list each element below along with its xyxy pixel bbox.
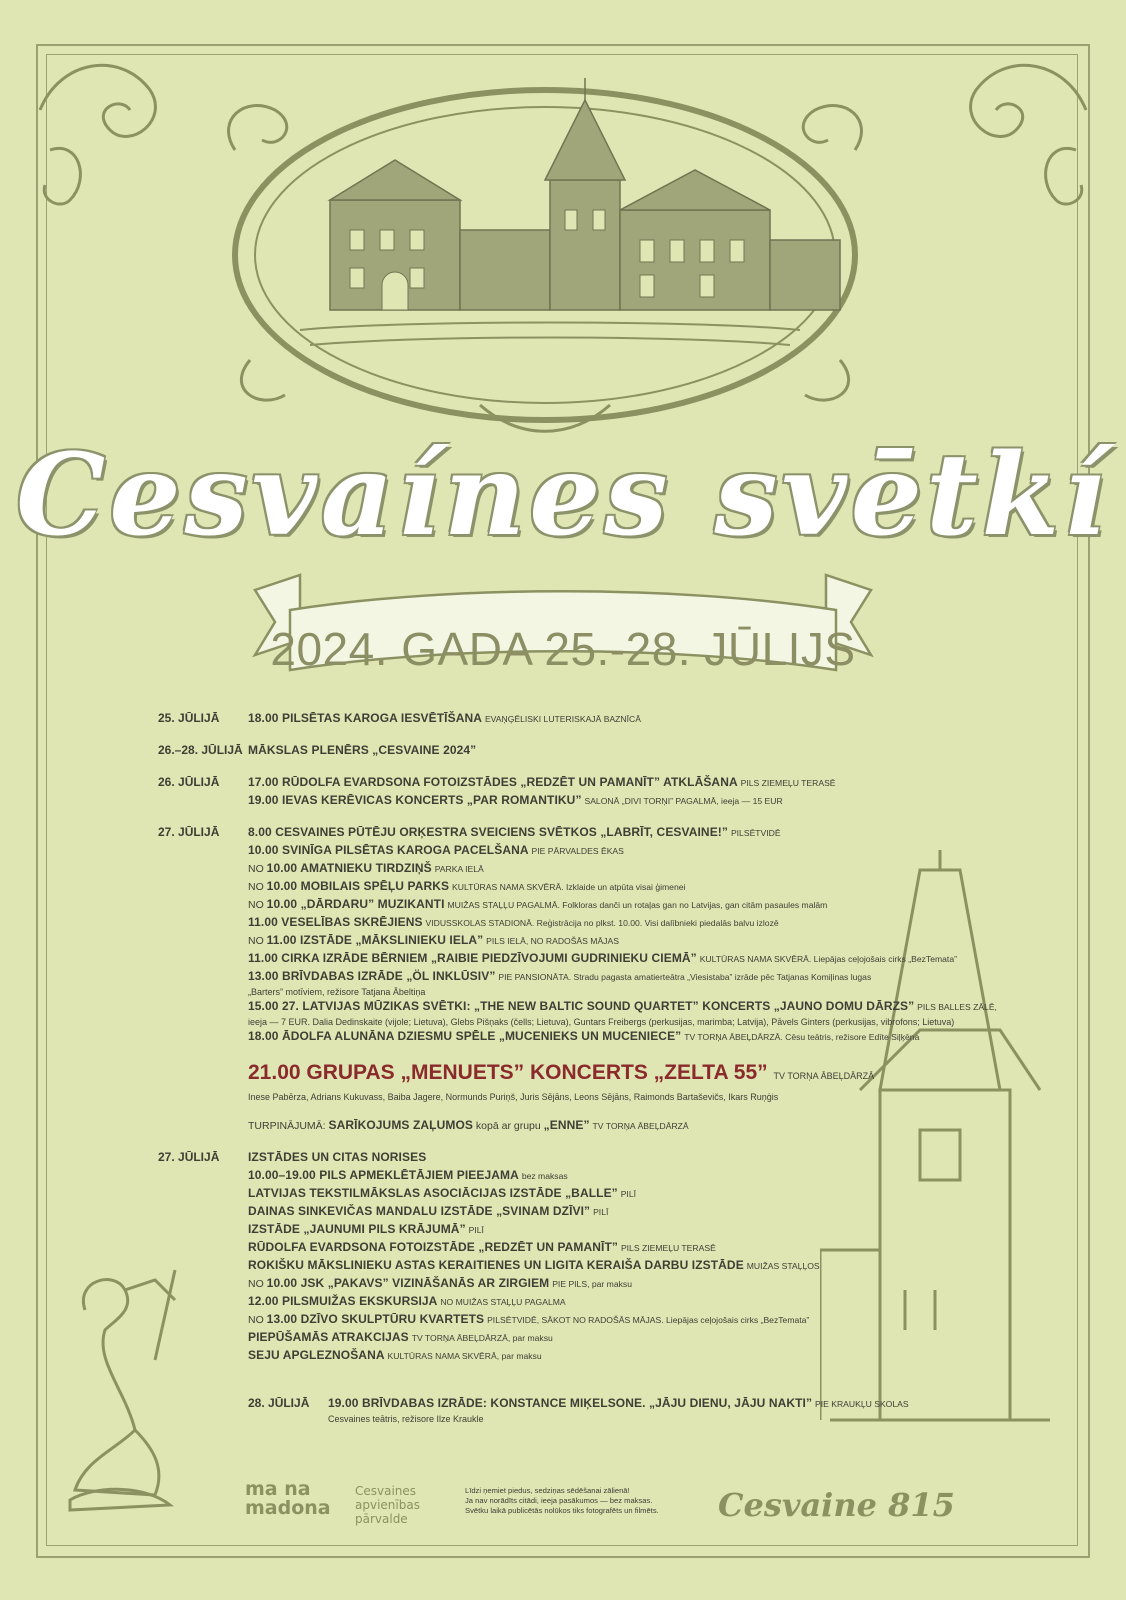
event-title: 18.00 PILSĒTAS KAROGA IESVĒTĪŠANA <box>248 711 483 725</box>
page-title: Cesvaínes svētkí <box>16 430 1110 561</box>
event-prefix: NO <box>248 863 267 875</box>
event-day <box>158 742 948 760</box>
event-line <box>248 950 997 968</box>
exhibition-line <box>248 1221 948 1239</box>
event-line <box>248 998 997 1016</box>
continuation-place: TV TORŅA ĀBEĻDĀRZĀ <box>592 1121 689 1131</box>
event-line <box>328 1395 948 1413</box>
exhibition-line <box>248 1293 948 1311</box>
exhibition-line <box>248 1203 948 1221</box>
event-details: „Barters” motīviem, režisore Tatjana Ābeltiņa <box>248 987 426 997</box>
continuation-prefix: TURPINĀJUMĀ: <box>248 1120 329 1132</box>
exhibition-place: PILĪ <box>593 1207 609 1217</box>
exhibition-title: LATVIJAS TEKSTILMĀKSLAS ASOCIĀCIJAS IZSTĀDE „BALLE” <box>248 1186 618 1200</box>
admin-line: Cesvaines <box>355 1484 417 1498</box>
exhibition-title: 13.00 DZĪVO SKULPTŪRU KVARTETS <box>266 1312 485 1326</box>
event-place: KULTŪRAS NAMA SKVĒRĀ. Liepājas ceļojošais cirks „BezTemata” <box>699 954 957 964</box>
event-date: 27. JŪLIJĀ <box>158 825 220 839</box>
event-day <box>248 1395 948 1425</box>
logo-bottom: madona <box>245 1497 331 1519</box>
continuation-title: SARĪKOJUMS ZAĻUMOS <box>328 1118 473 1132</box>
event-line <box>248 824 997 842</box>
continuation-line <box>248 1117 997 1135</box>
event-date: 26. JŪLIJĀ <box>158 775 220 789</box>
event-title: 11.00 IZSTĀDE „MĀKSLINIEKU IELA” <box>266 933 484 947</box>
event-day <box>158 710 948 728</box>
event-place: PILSĒTVIDĒ <box>730 828 781 838</box>
logo-top: ma na <box>245 1478 311 1500</box>
event-place: PILS IELĀ, NO RADOŠĀS MĀJAS <box>486 936 619 946</box>
event-place: PILS ZIEMEĻU TERASĒ <box>740 778 836 788</box>
exhibition-title: 10.00 JSK „PAKAVS” VIZINĀŠANĀS AR ZIRGIEM <box>266 1276 550 1290</box>
exhibition-prefix: NO <box>248 1314 267 1326</box>
event-place: TV TORŅA ĀBEĻDĀRZĀ. Cēsu teātris, režisore Edīte Siļķēna <box>684 1032 920 1042</box>
event-line <box>248 968 997 986</box>
exhibition-title: 10.00–19.00 PILS APMEKLĒTĀJIEM PIEEJAMA <box>248 1168 519 1182</box>
exhibition-title: IZSTĀDES UN CITAS NORISES <box>248 1150 427 1164</box>
exhibition-line <box>248 1167 948 1185</box>
event-title: 17.00 RŪDOLFA EVARDSONA FOTOIZSTĀDES „REDZĒT UN PAMANĪT” ATKLĀŠANA <box>248 775 738 789</box>
event-place: PILS BALLES ZĀLĒ, <box>917 1002 997 1012</box>
note-line: Ja nav norādīts citādi, ieeja pasākumos — bez maksas. <box>465 1496 653 1505</box>
exhibition-title: 12.00 PILSMUIŽAS EKSKURSIJA <box>248 1294 438 1308</box>
event-title: 19.00 IEVAS KERĒVICAS KONCERTS „PAR ROMANTIKU” <box>248 793 582 807</box>
event-place: PIE PANSIONĀTA. Stradu pagasta amatierteātra „Viesistaba” izrāde pēc Tatjanas Komiļinas lugas <box>498 972 872 982</box>
exhibition-title: SEJU APGLEZNOŠANA <box>248 1348 385 1362</box>
event-date: 25. JŪLIJĀ <box>158 711 220 725</box>
program-schedule <box>158 710 997 1425</box>
event-place: SALONĀ „DIVI TORŅI” PAGALMĀ, ieeja — 15 EUR <box>584 796 783 806</box>
event-line <box>248 878 997 896</box>
event-place: EVAŅĢĒLISKI LUTERISKAJĀ BAZNĪCĀ <box>484 714 641 724</box>
exhibition-place: PILĪ <box>620 1189 636 1199</box>
date-banner: 2024. GADA 25.-28. JŪLIJS <box>270 623 856 675</box>
event-title: 19.00 BRĪVDABAS IZRĀDE: KONSTANCE MIĶELSONE. „JĀJU DIENU, JĀJU NAKTI” <box>328 1396 813 1410</box>
exhibition-line <box>248 1311 948 1329</box>
event-line <box>248 932 997 950</box>
continuation-band: „ENNE” <box>543 1118 590 1132</box>
exhibition-line <box>248 1239 948 1257</box>
event-line <box>248 710 948 728</box>
exhibition-place: PIE PILS, par maksu <box>552 1279 632 1289</box>
exhibition-prefix: NO <box>248 1278 267 1290</box>
note-line: Svētku laikā publicētās nolūkos tiks fotografēts un filmēts. <box>465 1506 659 1515</box>
admin-line: apvienības <box>355 1498 420 1512</box>
exhibitions-day <box>158 1149 948 1365</box>
event-line <box>248 914 997 932</box>
event-line <box>248 842 997 860</box>
exhibition-line <box>248 1347 948 1365</box>
event-title: 8.00 CESVAINES PŪTĒJU ORĶESTRA SVEICIENS SVĒTKOS „LABRĪT, CESVAINE!” <box>248 825 729 839</box>
event-title: MĀKSLAS PLENĒRS „CESVAINE 2024” <box>248 743 477 757</box>
exhibition-place: PILSĒTVIDĒ, SĀKOT NO RADOŠĀS MĀJAS. Liepājas ceļojošais cirks „BezTemata” <box>487 1315 810 1325</box>
event-title: 11.00 VESELĪBAS SKRĒJIENS <box>248 915 423 929</box>
event-place: PARKA IELĀ <box>434 864 484 874</box>
exhibition-place: PILS ZIEMEĻU TERASĒ <box>620 1243 716 1253</box>
exhibition-place: TV TORŅA ĀBEĻDĀRZĀ, par maksu <box>411 1333 553 1343</box>
exhibition-place: NO MUIŽAS STAĻĻU PAGALMA <box>440 1297 566 1307</box>
event-title: 10.00 „DĀRDARU” MUZIKANTI <box>266 897 445 911</box>
event-line <box>248 742 948 760</box>
exhibition-line <box>248 1275 948 1293</box>
administration-label <box>355 1484 420 1526</box>
event-date: 28. JŪLIJĀ <box>248 1396 310 1410</box>
event-prefix: NO <box>248 881 267 893</box>
event-line <box>248 860 997 878</box>
note-line: Līdzi ņemiet piedus, sedziņas sēdēšanai zālienā! <box>465 1486 630 1495</box>
footer-notes <box>465 1486 659 1516</box>
event-title: 10.00 AMATNIEKU TIRDZIŅŠ <box>266 861 432 875</box>
event-place: KULTŪRAS NAMA SKVĒRĀ. Izklaide un atpūta visai ģimenei <box>452 882 686 892</box>
exhibition-place: PILĪ <box>468 1225 484 1235</box>
event-line <box>248 896 997 914</box>
cesvaine-815-emblem: Cesvaine 815 <box>718 1486 955 1524</box>
event-details: ieeja — 7 EUR. Dalia Dedinskaite (vijole; Lietuva), Glebs Pišņaks (čells; Lietuva), Guntars Freibergs (perkusijas, marimba; Latvija), Pāvels Ginters (perkusijas, vibrofons; Lietuva) <box>248 1017 955 1027</box>
event-date: 26.–28. JŪLIJĀ <box>158 743 243 757</box>
event-place: PIE PĀRVALDES ĒKAS <box>531 846 624 856</box>
event-prefix: NO <box>248 899 267 911</box>
exhibition-line <box>248 1149 948 1167</box>
exhibition-line <box>248 1185 948 1203</box>
event-title: 11.00 CIRKA IZRĀDE BĒRNIEM „RAIBIE PIEDZĪVOJUMI GUDRINIEKU CIEMĀ” <box>248 951 697 965</box>
madona-logo <box>245 1480 331 1518</box>
event-day <box>158 824 997 1135</box>
admin-line: pārvalde <box>355 1512 408 1526</box>
exhibition-place: KULTŪRAS NAMA SKVĒRĀ, par maksu <box>387 1351 542 1361</box>
event-prefix: NO <box>248 935 267 947</box>
exhibition-title: IZSTĀDE „JAUNUMI PILS KRĀJUMĀ” <box>248 1222 466 1236</box>
event-place: MUIŽAS STAĻĻU PAGALMĀ. Folkloras danči un rotaļas gan no Latvijas, gan citām pasaules malām <box>447 900 828 910</box>
event-title: 10.00 MOBILAIS SPĒĻU PARKS <box>266 879 450 893</box>
exhibition-place: MUIŽAS STAĻĻOS <box>746 1261 820 1271</box>
event-place: VIDUSSKOLAS STADIONĀ. Reģistrācija no plkst. 10.00. Visi dalībnieki piedalās balvu izlozē <box>425 918 779 928</box>
event-title: 10.00 SVINĪGA PILSĒTAS KAROGA PACELŠANA <box>248 843 529 857</box>
exhibition-line <box>248 1257 948 1275</box>
exhibition-title: PIEPŪŠAMĀS ATRAKCIJAS <box>248 1330 409 1344</box>
headline-event <box>248 1058 997 1091</box>
event-date: 27. JŪLIJĀ <box>158 1150 220 1164</box>
exhibition-title: DAINAS SINKEVIČAS MANDALU IZSTĀDE „SVINAM DZĪVI” <box>248 1204 591 1218</box>
event-title: 15.00 27. LATVIJAS MŪZIKAS SVĒTKI: „THE NEW BALTIC SOUND QUARTET” KONCERTS „JAUNO DOMU DĀRZS” <box>248 999 915 1013</box>
event-line <box>248 774 948 792</box>
headline-performers: Inese Pabērza, Adrians Kukuvass, Baiba Jagere, Normunds Puriņš, Juris Sējāns, Leons Sējāns, Raimonds Bartaševičs, Ikars Ruņģis <box>248 1092 779 1102</box>
event-details: Cesvaines teātris, režisore Ilze Kraukle <box>328 1414 484 1424</box>
exhibition-place: bez maksas <box>521 1171 568 1181</box>
exhibition-title: ROKIŠKU MĀKSLINIEKU ASTAS KERAITIENES UN LIGITA KERAIŠA DARBU IZSTĀDE <box>248 1258 744 1272</box>
continuation-mid: kopā ar grupu <box>473 1120 544 1132</box>
event-place: PIE KRAUKĻU SKOLAS <box>815 1399 909 1409</box>
headline-place: TV TORŅA ĀBEĻDĀRZĀ <box>773 1071 875 1081</box>
event-day <box>158 774 948 810</box>
event-title: 18.00 ĀDOLFA ALUNĀNA DZIESMU SPĒLE „MUCENIEKS UN MUCENIECE” <box>248 1029 682 1043</box>
event-line <box>248 792 948 810</box>
exhibition-title: RŪDOLFA EVARDSONA FOTOIZSTĀDE „REDZĒT UN PAMANĪT” <box>248 1240 619 1254</box>
headline-title: 21.00 GRUPAS „MENUETS” KONCERTS „ZELTA 55” <box>248 1061 768 1084</box>
castle-vignette-illustration <box>0 0 1126 700</box>
event-line <box>248 1028 997 1046</box>
exhibition-line <box>248 1329 948 1347</box>
event-title: 13.00 BRĪVDABAS IZRĀDE „ÖL INKLŪSIV” <box>248 969 496 983</box>
